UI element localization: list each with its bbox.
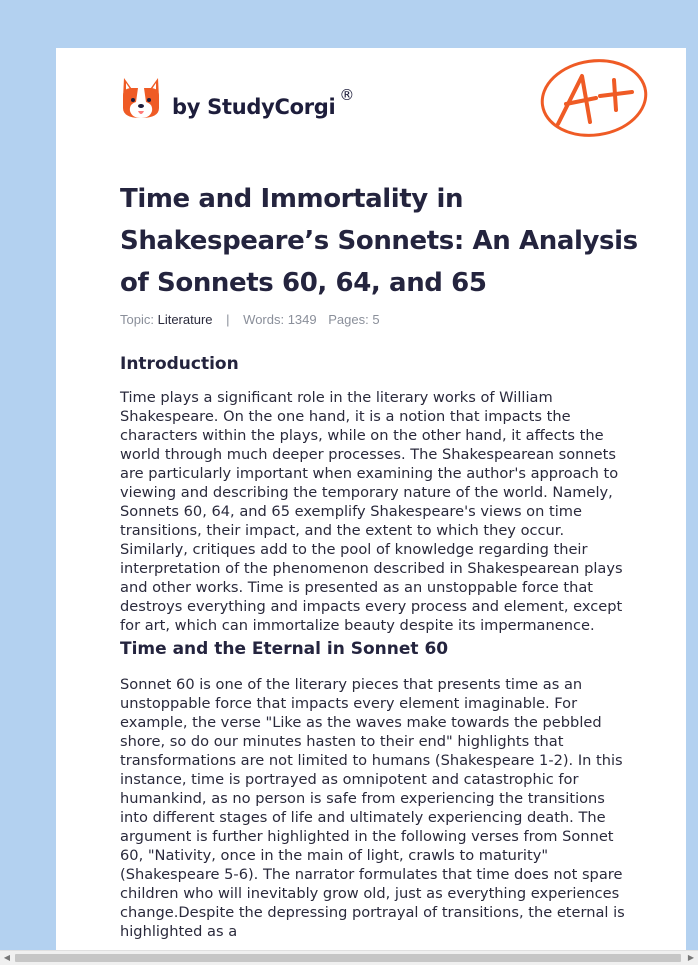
essay-meta bbox=[120, 312, 380, 327]
essay-body bbox=[120, 350, 636, 941]
scroll-thumb[interactable] bbox=[15, 954, 681, 962]
horizontal-scrollbar[interactable] bbox=[0, 950, 698, 965]
section-heading-introduction: Introduction bbox=[120, 354, 239, 374]
topic-link[interactable]: Literature bbox=[157, 312, 213, 327]
scroll-left-icon[interactable]: ◀ bbox=[3, 953, 11, 962]
brand-header[interactable] bbox=[120, 74, 354, 124]
registered-mark: ® bbox=[339, 86, 355, 104]
brand-name: by StudyCorgi bbox=[172, 95, 336, 119]
section-paragraph-sonnet-60: Sonnet 60 is one of the literary pieces that presents time as an unstoppable force that impacts every element imaginable. For example, the verse "Like as the waves make towards the pebbled shore, so do our minutes hasten to their end" highlights that transformations are not limited to humans (Shakespeare 1-2). In this instance, time is portrayed as omnipotent and catastrophic for humankind, as no person is safe from experiencing the transitions into different stages of life and ultimately experiencing death. The argument is further highlighted in the following verses from Sonnet 60, "Nativity, once in the main of light, crawls to maturity" (Shakespeare 5-6). The narrator formulates that time does not spare children who will inevitably grow old, just as everything experiences change.Despite the depressing portrayal of transitions, the eternal is highlighted as a bbox=[120, 676, 625, 940]
topic-label: Topic: bbox=[120, 312, 154, 327]
scroll-right-icon[interactable]: ▶ bbox=[687, 953, 695, 962]
essay-page bbox=[56, 48, 686, 950]
section-heading-sonnet-60: Time and the Eternal in Sonnet 60 bbox=[120, 639, 449, 659]
meta-separator: | bbox=[226, 312, 230, 327]
word-count: Words: 1349 bbox=[243, 312, 317, 327]
section-paragraph-introduction: Time plays a significant role in the literary works of William Shakespeare. On the one hand, it is a notion that impacts the characters within the plays, while on the other hand, it affects the world through much deeper processes. The Shakespearean sonnets are particularly important when examining the author's approach to viewing and describing the temporary nature of the world. Namely, Sonnets 60, 64, and 65 exemplify Shakespeare's views on time transitions, their impact, and the extent to which they occur. Similarly, critiques add to the pool of knowledge regarding their interpretation of the phenomenon described in Shakespearean plays and other works. Time is presented as an unstoppable force that destroys everything and impacts every process and element, except for art, which can immortalize beauty despite its impermanence. bbox=[120, 389, 623, 634]
page-count: Pages: 5 bbox=[328, 312, 380, 327]
corgi-logo-icon bbox=[120, 76, 162, 122]
a-plus-grade-icon bbox=[538, 58, 650, 140]
essay-title: Time and Immortality in Shakespeare’s Sonnets: An Analysis of Sonnets 60, 64, and 65 bbox=[120, 184, 638, 298]
